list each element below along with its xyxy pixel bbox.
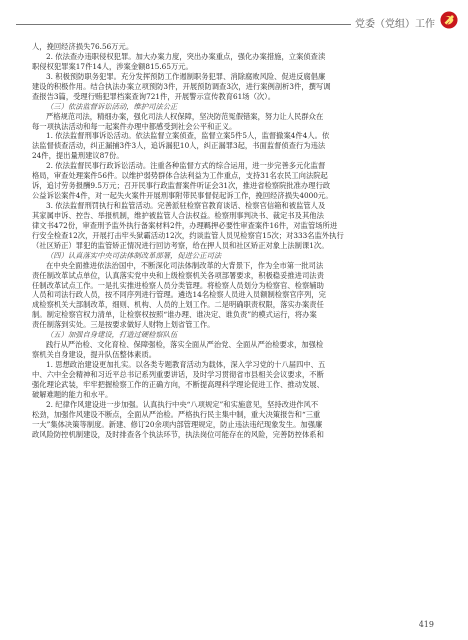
party-emblem-icon	[440, 11, 458, 29]
body-text	[32, 42, 434, 618]
text-line: 制。制定检察官权力清单，让检察权按照“谁办理、谁决定、谁负责”的模式运行，将办案	[32, 310, 317, 320]
text-line: 2. 依法查办违职侵权犯罪。加大办案力度，突出办案重点，强化办案措施，立案侦查渎	[46, 51, 326, 61]
section-heading: （四）认真落实中央司法体制改革部署，促进公正司法	[46, 250, 222, 260]
text-line: 人员和司法行政人员，按不同序列进行管理。遴选14名检察人员进入员额制检察官序列，完	[32, 290, 326, 300]
text-line: 一大”集体决策等制度。新建、修订20余项内部管理规定，防止违法违纪现象发生。加强廉	[32, 419, 323, 429]
text-line: 法监督侦查活动，纠正漏捕3件3人，追诉漏犯10人，纠正漏罪3起，书面监督侦查行为违法	[32, 141, 326, 151]
text-line: 2. 依法监督民事行政诉讼活动。注重各种监督方式的综合运用，进一步完善多元化监督	[46, 161, 326, 171]
text-line: 1. 思想政治建设更加扎实。以各类专题教育活动为载体，深入学习党的十八届四中、五	[46, 360, 326, 369]
text-line: 强化理论武装，牢牢把握检察工作的正确方向，不断提高理科学理论促进工作、推动发展、	[32, 379, 324, 389]
text-line: 诉，追讨劳务报酬9.5万元；召开民事行政监督案件听证会31次，推进省检察院批准办理行政	[32, 181, 331, 191]
text-line: 中、六中全会精神和习近平总书记系列重要讲话，及时学习贯彻省市县相关会议要求，不断	[32, 369, 324, 379]
text-line: 责任制落到实处。三是按要求做好人财物上划省管工作。	[32, 320, 215, 330]
text-line: 责任制改革试点单位，认真落实党中央和上级检察机关各项部署要求，积极稳妥推进司法责	[32, 270, 324, 280]
text-line: 1. 依法监督刑事诉讼活动。依法监督立案侦查，监督立案5件5人，监督撤案4件4人。依	[46, 131, 330, 141]
text-line: （社区矫正）罪犯的监管矫正情况进行回访考察，给在押人员和社区矫正对象上法制课1次。	[32, 240, 329, 250]
text-line: 成检察机关大部制改革，细则、机构、人员的上划工作。二是明确职责权限，落实办案责任	[32, 300, 324, 310]
text-line: 在中央全面推进依法治国中，不断深化司法体制改革的大背景下，作为全市第一批司法	[46, 260, 324, 270]
text-line: 严格规范司法，精细办案，强化司法人权保障，坚决防范冤假错案，努力让人民群众在	[46, 111, 324, 121]
text-line: 公益诉讼案件4件，对一起失火案件开展刑事附带民事督促起诉工作，挽回经济损失4000元。	[32, 191, 333, 201]
text-line: 2. 纪律作风建设进一步加强。认真执行中央“八项规定”和实施意见，坚持改进作风不	[46, 399, 319, 409]
text-line: 践行从严治检、文化育检、保障强检，落实全面从严治党、全面从严治检要求，加强检	[46, 340, 324, 350]
section-heading: （五）加强自身建设，打造过硬检察队伍	[46, 330, 178, 340]
text-line: 人，挽回经济损失76.56万元。	[32, 42, 134, 51]
text-line: 查报告3篇，受理行贿犯罪档案查询721件，开展警示宣传教育61场（次）。	[32, 91, 276, 101]
text-line: 行安全检查12次，开展打击牢头狱霸活动12次，约谈监管人员见检察官15次；对333名监外执行	[32, 230, 344, 240]
text-line: 3. 积极预防职务犯罪。充分发挥预防工作遏制职务犯罪、消除腐败风险、促进反腐倡廉	[46, 71, 326, 81]
text-line: 24件，提出量刑建议87份。	[32, 151, 124, 161]
text-line: 每一项执法活动和每一起案件办理中都感受到社会公平和正义。	[32, 121, 237, 131]
running-header	[0, 10, 468, 36]
text-line: 任制改革试点工作。一是扎实推进检察人员分类管理。将检察人员划分为检察官、检察辅助	[32, 280, 324, 290]
text-line: 建设的积极作用。结合执法办案立项预防3件，开展预防调查3次，进行案例剖析3件，撰写调	[32, 81, 331, 91]
text-line: 破解难题的能力和水平。	[32, 389, 113, 399]
text-line: 察机关自身建设，提升队伍整体素质。	[32, 350, 157, 360]
text-line: 政风险防控机制建设，及时排查各个执法环节，执法岗位可能存在的风险，完善防控体系和	[32, 429, 324, 439]
header-rule	[16, 24, 380, 25]
header-title: 党委（党组）工作	[351, 15, 435, 30]
text-line: 3. 依法监督刑罚执行和监管活动。完善派驻检察官教育谈话、检察官信箱和被监管人及	[46, 201, 326, 210]
text-line: 松劲，加强作风建设不断点，全面从严治检。严格执行民主集中制，重大决策报告和“三重	[32, 409, 321, 419]
text-line: 其家属申诉、控告、举报机制，维护被监管人合法权益。检察刑事判决书、裁定书及其他法	[32, 210, 324, 220]
page-number: 419	[418, 620, 434, 629]
text-line: 格局，审查处理案件56件。以维护弱势群体合法利益为工作重点，支持31名农民工向法院起	[32, 171, 328, 181]
text-line: 律文书472份，审查刑予监外执行备案材料2件，办理羁押必要性审查案件16件，对监管场所进	[32, 220, 338, 230]
text-line: 职侵权犯罪案17件14人，涉案金额815.65万元。	[32, 61, 193, 71]
section-heading: （三）依法监督诉讼活动，维护司法公正	[46, 101, 178, 111]
